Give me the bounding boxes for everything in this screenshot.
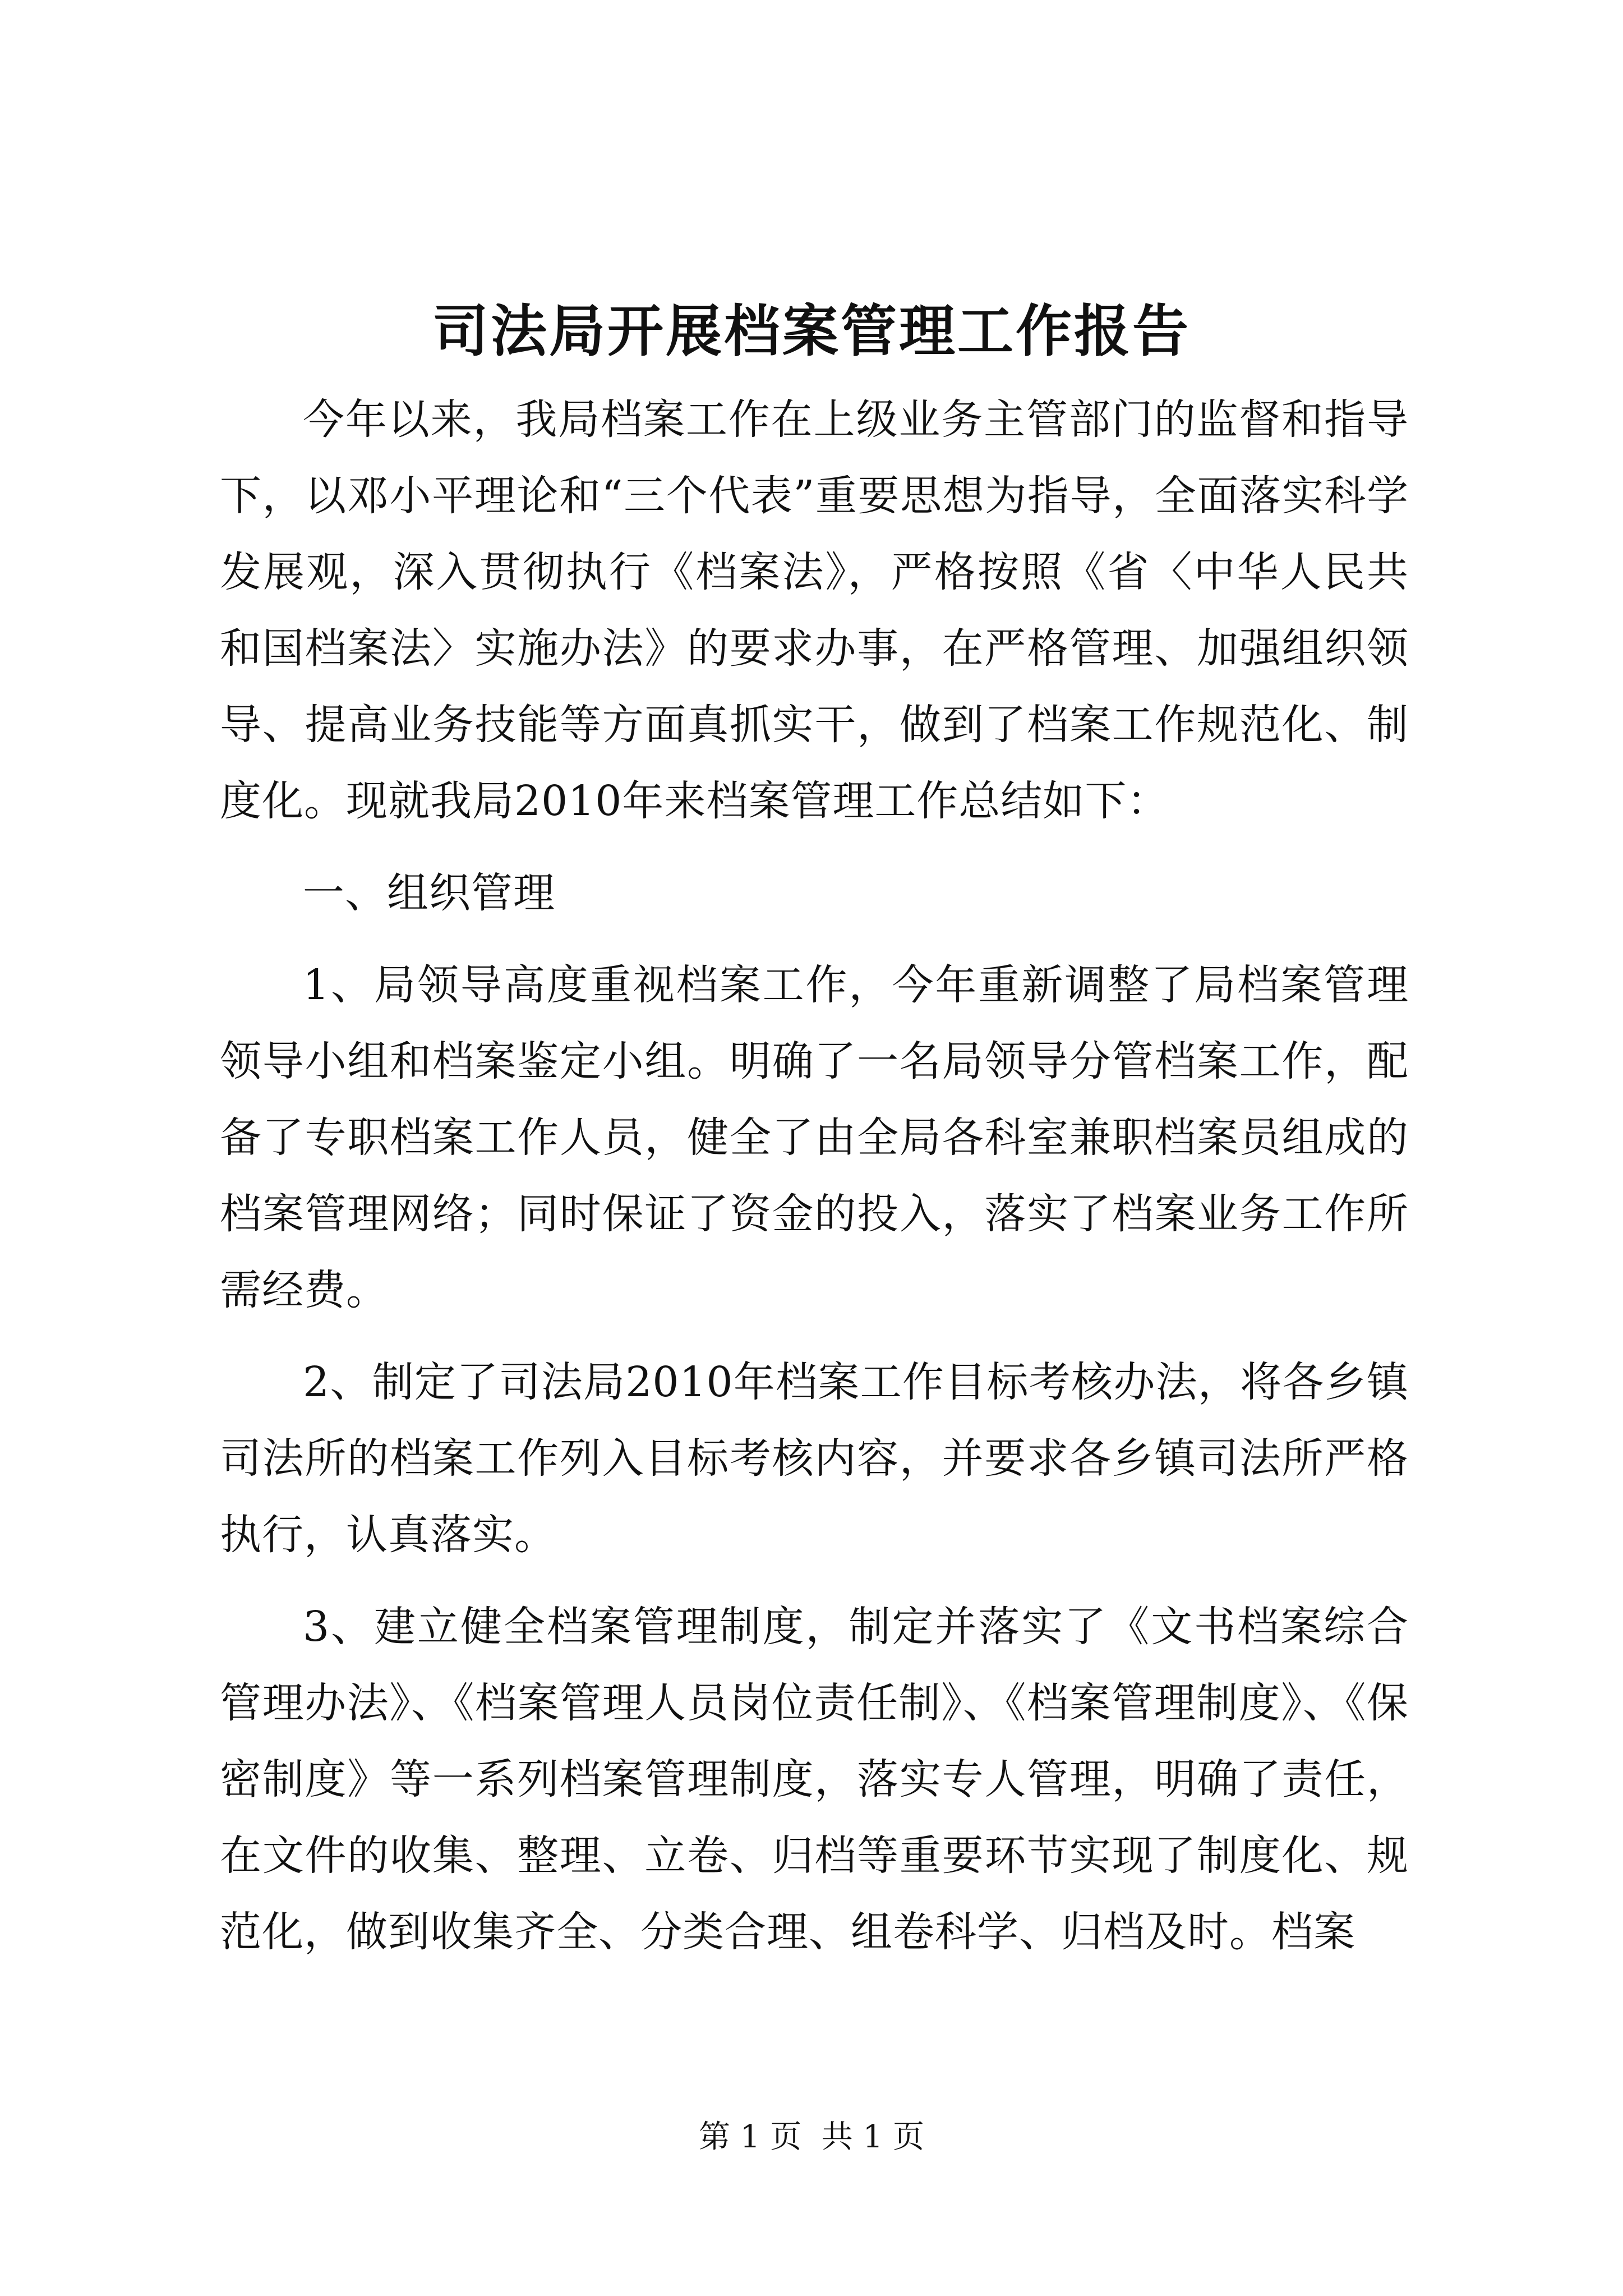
paragraph-item-3: 3、建立健全档案管理制度，制定并落实了《文书档案综合管理办法》、《档案管理人员岗位责任制》、《档案管理制度》、《保密制度》等一系列档案管理制度，落实专人管理，明确了责任，在文件的收集、整理、立卷、归档等重要环节实现了制度化、规范化，做到收集齐全、分类合理、组卷科学、归档及时。档案 [220,1603,1409,1956]
page-footer [0,2115,1623,2160]
page-number-label: 第 1 页 共 1 页 [698,2119,925,2155]
paragraph-item-1: 1、局领导高度重视档案工作，今年重新调整了局档案管理领导小组和档案鉴定小组。明确了一名局领导分管档案工作，配备了专职档案工作人员，健全了由全局各科室兼职档案员组成的档案管理网络；同时保证了资金的投入，落实了档案业务工作所需经费。 [220,961,1409,1314]
section-heading-organization: 一、组织管理 [303,869,555,917]
paragraph-intro: 今年以来，我局档案工作在上级业务主管部门的监督和指导下，以邓小平理论和“三个代表”重要思想为指导，全面落实科学发展观，深入贯彻执行《档案法》，严格按照《省〈中华人民共和国档案法〉实施办法》的要求办事，在严格管理、加强组织领导、提高业务技能等方面真抓实干，做到了档案工作规范化、制度化。现就我局2010年来档案管理工作总结如下： [220,395,1409,825]
document-body [220,381,1409,1970]
document-title: 司法局开展档案管理工作报告 [432,298,1191,364]
paragraph-item-2: 2、制定了司法局2010年档案工作目标考核办法，将各乡镇司法所的档案工作列入目标考核内容，并要求各乡镇司法所严格执行，认真落实。 [220,1358,1409,1559]
